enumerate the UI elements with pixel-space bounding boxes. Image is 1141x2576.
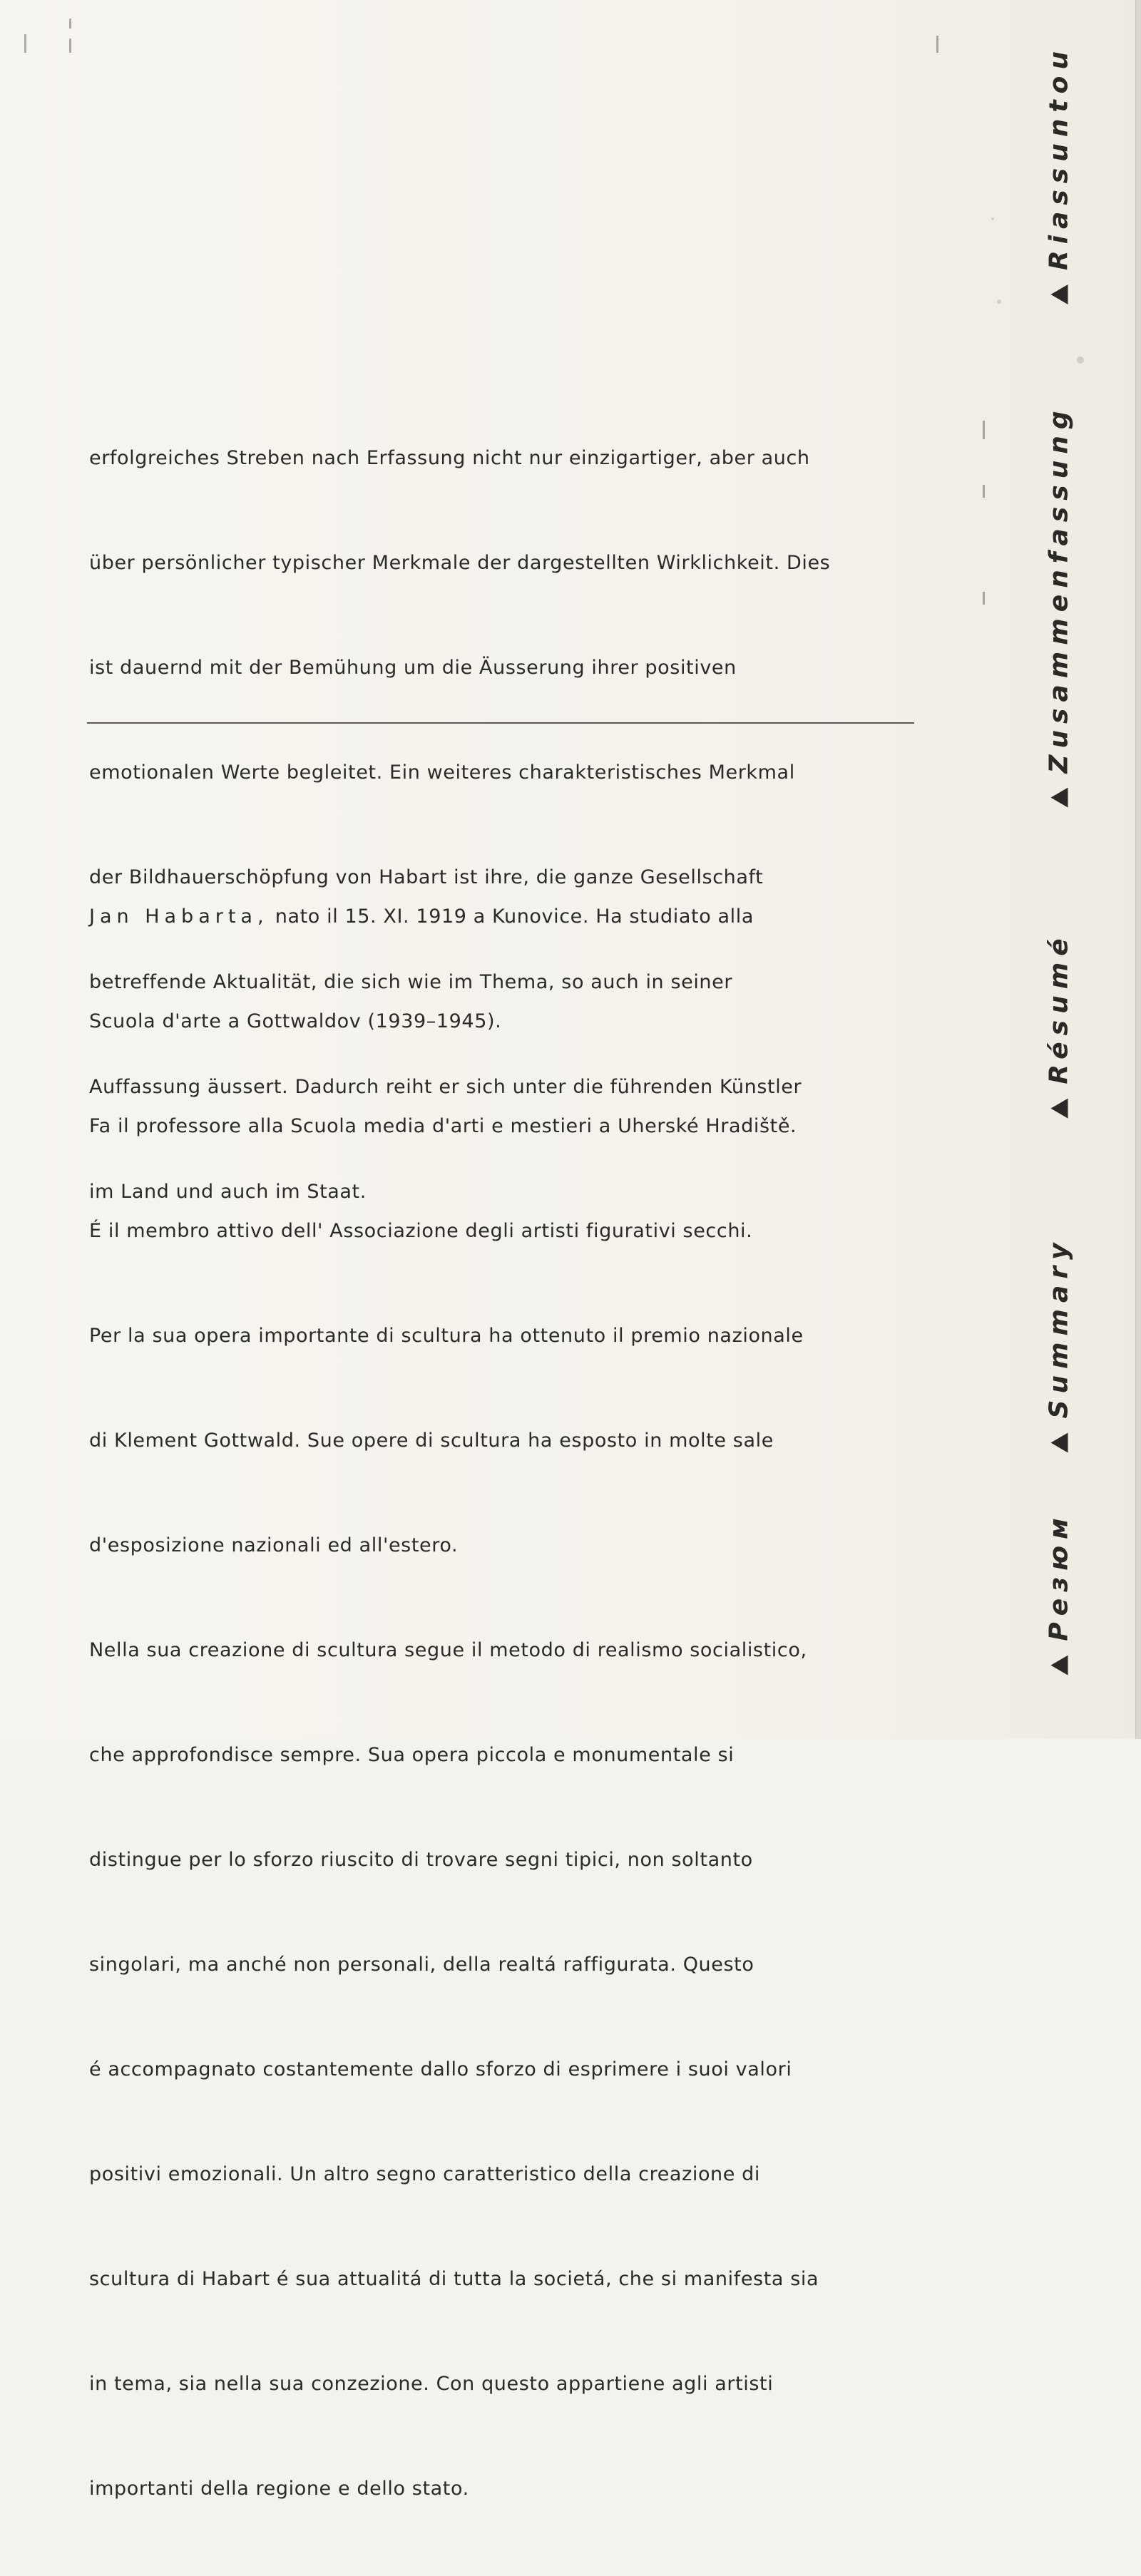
tab-label-wrapper bbox=[1045, 1236, 1074, 1452]
italian-line: importanti della regione e dello stato. bbox=[89, 2478, 469, 2500]
paper-spot bbox=[991, 217, 994, 220]
italian-line: Scuola d'arte a Gottwaldov (1939–1945). bbox=[89, 1010, 502, 1032]
language-index-tabs bbox=[1016, 0, 1102, 1739]
triangle-left-icon bbox=[1050, 788, 1068, 808]
paper-spot bbox=[997, 299, 1001, 304]
german-line: betreffende Aktualität, die sich wie im Thema, so auch in seiner bbox=[89, 971, 733, 993]
german-line: über persönlicher typischer Merkmale der dargestellten Wirklichkeit. Dies bbox=[89, 552, 831, 574]
margin-mark bbox=[69, 39, 71, 53]
german-line: der Bildhauerschöpfung von Habart ist ihre, die ganze Gesellschaft bbox=[89, 866, 764, 888]
italian-line: distingue per lo sforzo riuscito di trovare segni tipici, non soltanto bbox=[89, 1849, 753, 1871]
tab-label-wrapper bbox=[1045, 45, 1074, 304]
section-divider bbox=[87, 722, 914, 724]
italian-line: d'esposizione nazionali ed all'estero. bbox=[89, 1534, 459, 1556]
italian-line: scultura di Habart é sua attualitá di tutta la societá, che si manifesta sia bbox=[89, 2268, 819, 2290]
german-line: erfolgreiches Streben nach Erfassung nicht nur einzigartiger, aber auch bbox=[89, 447, 810, 469]
margin-mark bbox=[983, 592, 985, 605]
german-line: emotionalen Werte begleitet. Ein weiteres charakteristisches Merkmal bbox=[89, 761, 795, 784]
italian-line: é accompagnato costantemente dallo sforzo di esprimere i suoi valori bbox=[89, 2058, 792, 2080]
italian-first-line bbox=[89, 899, 920, 934]
margin-mark bbox=[936, 36, 938, 53]
italian-line: in tema, sia nella sua conzezione. Con questo appartiene agli artisti bbox=[89, 2373, 774, 2395]
tab-label: Riassuntou bbox=[1044, 44, 1074, 271]
author-name: Jan Habarta, bbox=[89, 905, 269, 928]
german-line: Auffassung äussert. Dadurch reiht er sich unter die führenden Künstler bbox=[89, 1076, 802, 1098]
margin-mark bbox=[69, 19, 71, 29]
margin-mark bbox=[983, 485, 985, 498]
italian-summary-text bbox=[89, 829, 920, 2576]
italian-line: di Klement Gottwald. Sue opere di scultura ha esposto in molte sale bbox=[89, 1430, 774, 1452]
triangle-left-icon bbox=[1050, 284, 1068, 304]
tab-label: Summary bbox=[1044, 1236, 1074, 1419]
italian-line: nato il 15. XI. 1919 a Kunovice. Ha studiato alla bbox=[268, 905, 754, 928]
german-line: ist dauernd mit der Bemühung um die Äusserung ihrer positiven bbox=[89, 657, 737, 679]
tab-label-wrapper bbox=[1045, 404, 1074, 807]
tab-label-wrapper bbox=[1045, 1512, 1074, 1675]
page-edge bbox=[1135, 0, 1141, 1739]
italian-line: É il membro attivo dell' Associazione degli artisti figurativi secchi. bbox=[89, 1220, 753, 1242]
margin-mark bbox=[24, 34, 26, 53]
triangle-left-icon bbox=[1050, 1656, 1068, 1676]
margin-mark bbox=[983, 421, 985, 439]
italian-line: Fa il professore alla Scuola media d'arti e mestieri a Uherské Hradiště. bbox=[89, 1115, 797, 1137]
german-line: im Land und auch im Staat. bbox=[89, 1181, 367, 1203]
tab-label: Résumé bbox=[1044, 932, 1074, 1084]
tab-label: Zusammenfassung bbox=[1044, 404, 1074, 774]
italian-line: positivi emozionali. Un altro segno caratteristico della creazione di bbox=[89, 2163, 761, 2185]
italian-line: Per la sua opera importante di scultura ha ottenuto il premio nazionale bbox=[89, 1325, 804, 1347]
tab-label-wrapper bbox=[1045, 932, 1074, 1118]
triangle-left-icon bbox=[1050, 1099, 1068, 1119]
italian-line: singolari, ma anché non personali, della realtá raffigurata. Questo bbox=[89, 1954, 754, 1976]
italian-line: Nella sua creazione di scultura segue il metodo di realismo socialistico, bbox=[89, 1639, 807, 1661]
triangle-left-icon bbox=[1050, 1433, 1068, 1453]
italian-line: che approfondisce sempre. Sua opera piccola e monumentale si bbox=[89, 1744, 735, 1766]
tab-label: Резюм bbox=[1044, 1512, 1074, 1641]
